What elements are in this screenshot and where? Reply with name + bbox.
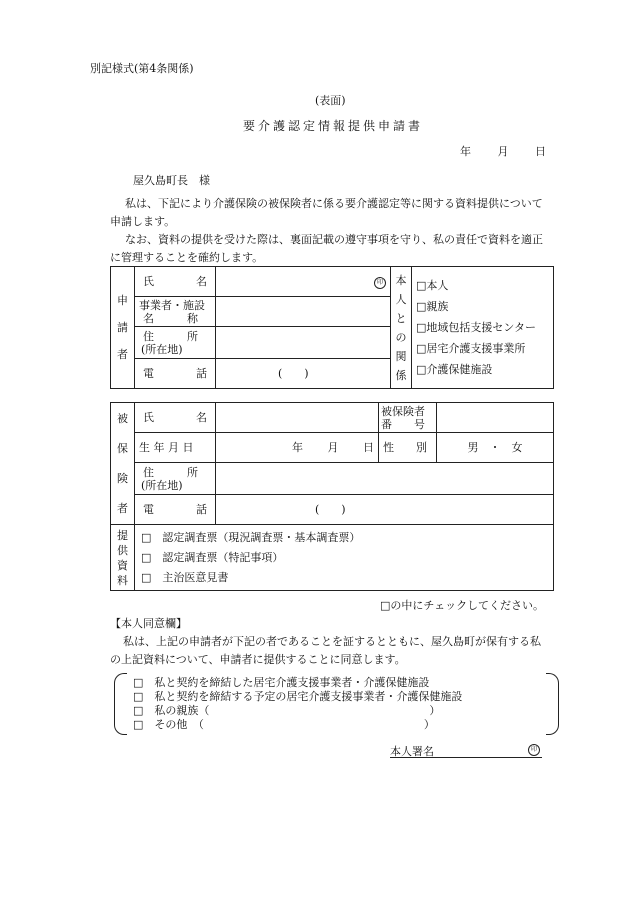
date-month: 月 <box>497 145 509 158</box>
insured-dob-label: 生 年 月 日 <box>135 433 216 463</box>
document-option-survey[interactable]: □ 認定調査票（現況調査票・基本調査票） <box>141 530 361 544</box>
consent-option-other[interactable]: □ その他 （ ） <box>133 718 435 731</box>
insured-phone-label: 電 話 <box>135 495 216 525</box>
seal-mark-icon: 印 <box>374 277 386 289</box>
signature-seal-icon: 印 <box>528 744 540 756</box>
insured-gender-label: 性 別 <box>379 433 437 463</box>
intro-line-1: 私は、下記により介護保険の被保険者に係る要介護認定等に関する資料提供について <box>125 197 543 210</box>
page-title: 要介護認定情報提供申請書 <box>243 119 424 133</box>
consent-text-1: 私は、上記の申請者が下記の者であることを証するとともに、屋久島町が保有する私 <box>123 635 541 648</box>
signature-line[interactable] <box>390 743 542 758</box>
addressee: 屋久島町長 様 <box>133 174 210 187</box>
consent-bracket-left <box>114 673 127 735</box>
insured-address-field[interactable] <box>216 463 554 495</box>
intro-line-2: 申請します。 <box>110 215 176 228</box>
insured-name-label: 氏 名 <box>135 403 216 433</box>
applicant-name-field[interactable] <box>216 267 391 297</box>
consent-option-contracted[interactable]: □ 私と契約を締結した居宅介護支援事業者・介護保健施設 <box>133 676 430 689</box>
applicant-table <box>110 266 554 389</box>
document-option-physician-opinion[interactable]: □ 主治医意見書 <box>141 570 229 584</box>
relation-option-care-office[interactable]: □居宅介護支援事業所 <box>416 342 526 355</box>
insured-gender-field[interactable]: 男 ・ 女 <box>437 433 554 463</box>
relation-option-relative[interactable]: □親族 <box>416 300 449 313</box>
relation-section-label: 本 人 と の 関 係 <box>391 267 412 389</box>
consent-heading: 【本人同意欄】 <box>110 617 187 630</box>
documents-options <box>135 525 554 591</box>
consent-option-planned[interactable]: □ 私と契約を締結する予定の居宅介護支援事業者・介護保健施設 <box>133 690 463 703</box>
insured-number-label: 被保険者 番 号 <box>379 403 437 433</box>
form-number: 別記様式(第4条関係) <box>90 62 194 75</box>
consent-option-relative[interactable]: □ 私の親族（ ） <box>133 704 441 717</box>
consent-text-2: の上記資料について、申請者に提供することに同意します。 <box>110 653 406 666</box>
consent-bracket-right <box>546 673 559 735</box>
applicant-phone-label: 電 話 <box>135 359 216 389</box>
consent-options <box>133 676 462 732</box>
documents-section-label: 提 供 資 料 <box>111 525 135 591</box>
relation-options <box>412 267 554 389</box>
applicant-section-label: 申 請 者 <box>111 267 135 389</box>
side-label: (表面) <box>315 94 346 107</box>
applicant-name-label: 氏 名 <box>135 267 216 297</box>
applicant-address-label: 住 所 (所在地) <box>135 327 216 359</box>
applicant-business-field[interactable] <box>216 297 391 327</box>
applicant-address-field[interactable] <box>216 327 391 359</box>
date-line <box>460 143 546 159</box>
signature-label: 本人署名 <box>390 745 434 758</box>
insured-name-field[interactable] <box>216 403 379 433</box>
insured-address-label: 住 所 (所在地) <box>135 463 216 495</box>
relation-option-self[interactable]: □本人 <box>416 279 449 292</box>
relation-option-care-facility[interactable]: □介護保健施設 <box>416 363 493 376</box>
insured-table <box>110 402 554 591</box>
insured-number-field[interactable] <box>437 403 554 433</box>
date-year: 年 <box>460 145 471 158</box>
intro-line-4: に管理することを確約します。 <box>110 251 264 264</box>
applicant-phone-field[interactable]: ( ) <box>216 359 391 389</box>
applicant-business-label: 事業者・施設 名 称 <box>135 297 216 327</box>
intro-line-3: なお、資料の提供を受けた際は、裏面記載の遵守事項を守り、私の責任で資料を適正 <box>125 233 543 246</box>
insured-section-label: 被 保 険 者 <box>111 403 135 525</box>
insured-phone-field[interactable]: ( ) <box>216 495 554 525</box>
insured-dob-field[interactable]: 年 月 日 <box>216 433 379 463</box>
date-day: 日 <box>535 145 546 158</box>
document-option-special-notes[interactable]: □ 認定調査票（特記事項） <box>141 550 284 564</box>
check-note: □の中にチェックしてください。 <box>380 599 545 612</box>
relation-option-regional-center[interactable]: □地域包括支援センター <box>416 321 536 334</box>
